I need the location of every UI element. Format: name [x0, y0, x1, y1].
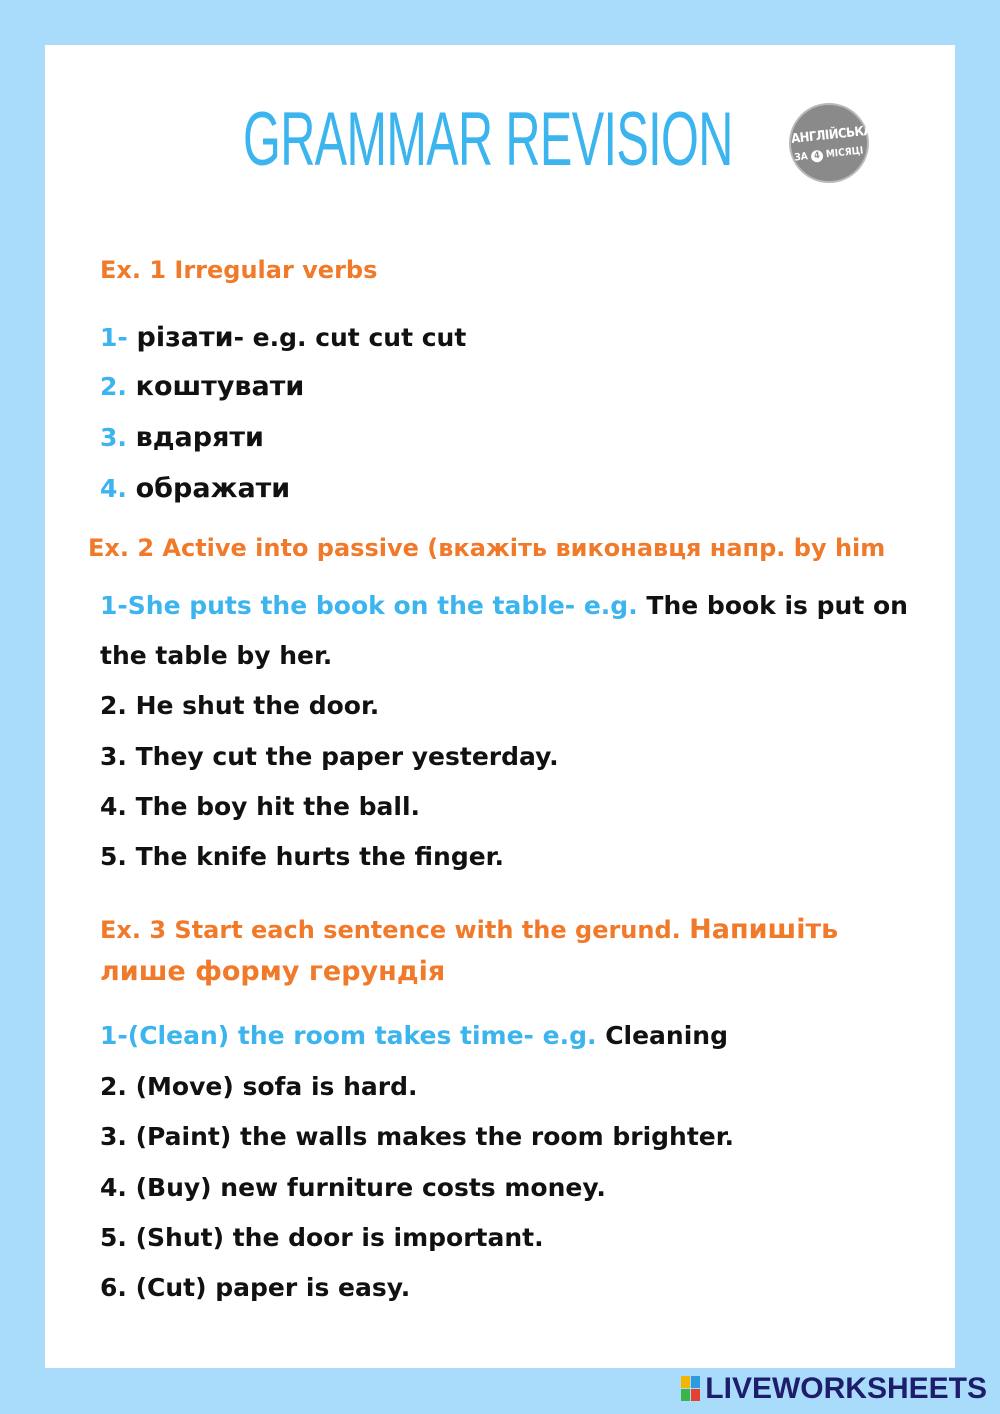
liveworksheets-brand[interactable]: LIVEWORKSHEETS — [705, 1372, 987, 1405]
ex2-example: 1-She puts the book on the table- e.g. The book is put on — [100, 591, 908, 620]
ex3-heading: Ex. 3 Start each sentence with the gerund. Напишіть — [100, 914, 839, 945]
ex1-heading: Ex. 1 Irregular verbs — [100, 256, 378, 284]
ex3-item: 4. (Buy) new furniture costs money. — [100, 1173, 606, 1202]
ex2-item: 4. The boy hit the ball. — [100, 792, 421, 821]
liveworksheets-icon — [681, 1376, 701, 1402]
liveworksheets-footer[interactable] — [681, 1374, 987, 1404]
ex3-heading-cont: лише форму герундія — [100, 956, 446, 987]
ex3-item: 3. (Paint) the walls makes the room brighter. — [100, 1122, 734, 1151]
ex3-item: 6. (Cut) paper is easy. — [100, 1273, 411, 1302]
page-title: GRAMMAR REVISION — [243, 97, 733, 182]
ex2-item: 5. The knife hurts the finger. — [100, 842, 504, 871]
ex1-item-2: 2. коштувати — [100, 371, 305, 402]
logo-line-2: ЗА 4 МІСЯЦІ — [793, 145, 864, 164]
brand-logo — [789, 103, 873, 183]
ex1-item-3: 3. вдаряти — [100, 422, 264, 453]
ex3-item: 2. (Move) sofa is hard. — [100, 1072, 418, 1101]
ex2-item: 2. He shut the door. — [100, 691, 380, 720]
ex1-item-1: 1- різати- e.g. cut cut cut — [100, 322, 467, 353]
logo-line-1: АНГЛІЙСЬКА — [790, 123, 873, 147]
ex1-item-4: 4. ображати — [100, 473, 291, 504]
ex2-example-cont: the table by her. — [100, 641, 333, 670]
ex2-heading: Ex. 2 Active into passive (вкажіть виконавця напр. by him — [88, 534, 886, 562]
ex3-item: 5. (Shut) the door is important. — [100, 1223, 544, 1252]
ex3-example: 1-(Clean) the room takes time- e.g. Cleaning — [100, 1021, 728, 1050]
ex2-item: 3. They cut the paper yesterday. — [100, 742, 559, 771]
